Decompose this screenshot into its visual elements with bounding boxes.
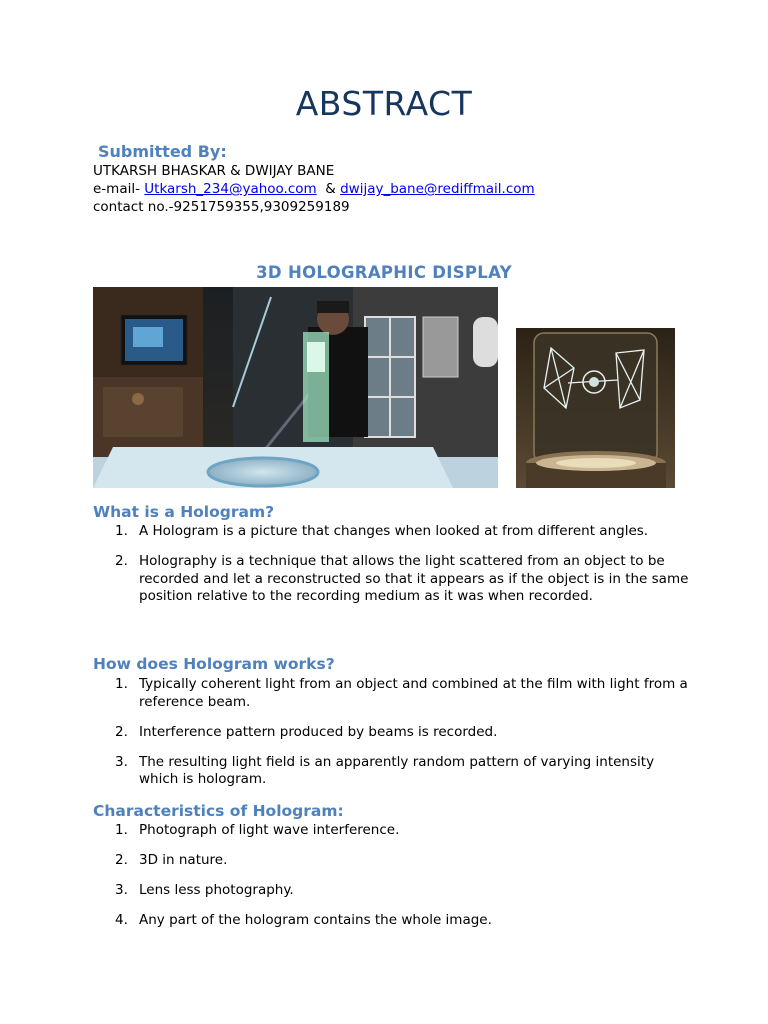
list-item bbox=[93, 822, 693, 840]
list-what-is-hologram bbox=[93, 523, 693, 618]
submitted-by-label: Submitted By: bbox=[98, 142, 227, 161]
list-number: 3. bbox=[115, 753, 128, 770]
list-text: Lens less photography. bbox=[139, 882, 294, 898]
hologram-movie-scene-image bbox=[93, 287, 498, 488]
list-text: Photograph of light wave interference. bbox=[139, 822, 400, 838]
list-number: 2. bbox=[115, 723, 128, 740]
list-text: The resulting light field is an apparently random pattern of varying intensity which is hologram. bbox=[139, 753, 655, 787]
list-text: Interference pattern produced by beams is recorded. bbox=[139, 723, 498, 740]
list-number: 1. bbox=[115, 676, 128, 692]
list-text: Holography is a technique that allows the light scattered from an object to be recorded and let a reconstructed so that it appears as if the object is in the same position relative to the recording medium as it was when recorded. bbox=[139, 553, 689, 604]
email-prefix: e-mail- bbox=[93, 181, 145, 197]
list-number: 3. bbox=[115, 882, 128, 898]
list-item bbox=[93, 882, 693, 900]
document-title: ABSTRACT bbox=[295, 84, 473, 123]
list-text: A Hologram is a picture that changes when looked at from different angles. bbox=[139, 523, 649, 539]
authors-line: UTKARSH BHASKAR & DWIJAY BANE bbox=[93, 163, 335, 179]
list-number: 1. bbox=[115, 822, 128, 838]
list-item bbox=[93, 553, 693, 606]
list-item bbox=[93, 912, 693, 930]
contact-line: contact no.-9251759355,9309259189 bbox=[93, 199, 350, 215]
list-characteristics bbox=[93, 822, 693, 942]
list-number: 2. bbox=[115, 852, 128, 868]
list-text: Typically coherent light from an object and combined at the film with light from a reference beam. bbox=[139, 676, 688, 710]
list-item bbox=[93, 852, 693, 870]
list-text: Any part of the hologram contains the whole image. bbox=[139, 912, 492, 928]
heading-characteristics: Characteristics of Hologram: bbox=[93, 802, 344, 820]
email-link-utkarsh[interactable]: Utkarsh_234@yahoo.com bbox=[144, 181, 317, 197]
list-number: 1. bbox=[115, 523, 128, 539]
list-item bbox=[93, 754, 693, 789]
email-line bbox=[93, 180, 535, 198]
section-subtitle: 3D HOLOGRAPHIC DISPLAY bbox=[256, 263, 512, 282]
list-number: 2. bbox=[115, 553, 128, 569]
list-number: 4. bbox=[115, 912, 128, 928]
heading-how-hologram-works: How does Hologram works? bbox=[93, 655, 335, 673]
list-item bbox=[93, 523, 693, 541]
list-item bbox=[93, 676, 693, 711]
tie-fighter-hologram-image bbox=[516, 328, 675, 488]
list-text: 3D in nature. bbox=[139, 852, 228, 868]
list-how-hologram-works bbox=[93, 676, 693, 801]
email-separator: & bbox=[316, 181, 341, 197]
email-link-dwijay[interactable]: dwijay_bane@rediffmail.com bbox=[340, 181, 535, 197]
list-item bbox=[93, 724, 693, 742]
heading-what-is-hologram: What is a Hologram? bbox=[93, 503, 275, 521]
